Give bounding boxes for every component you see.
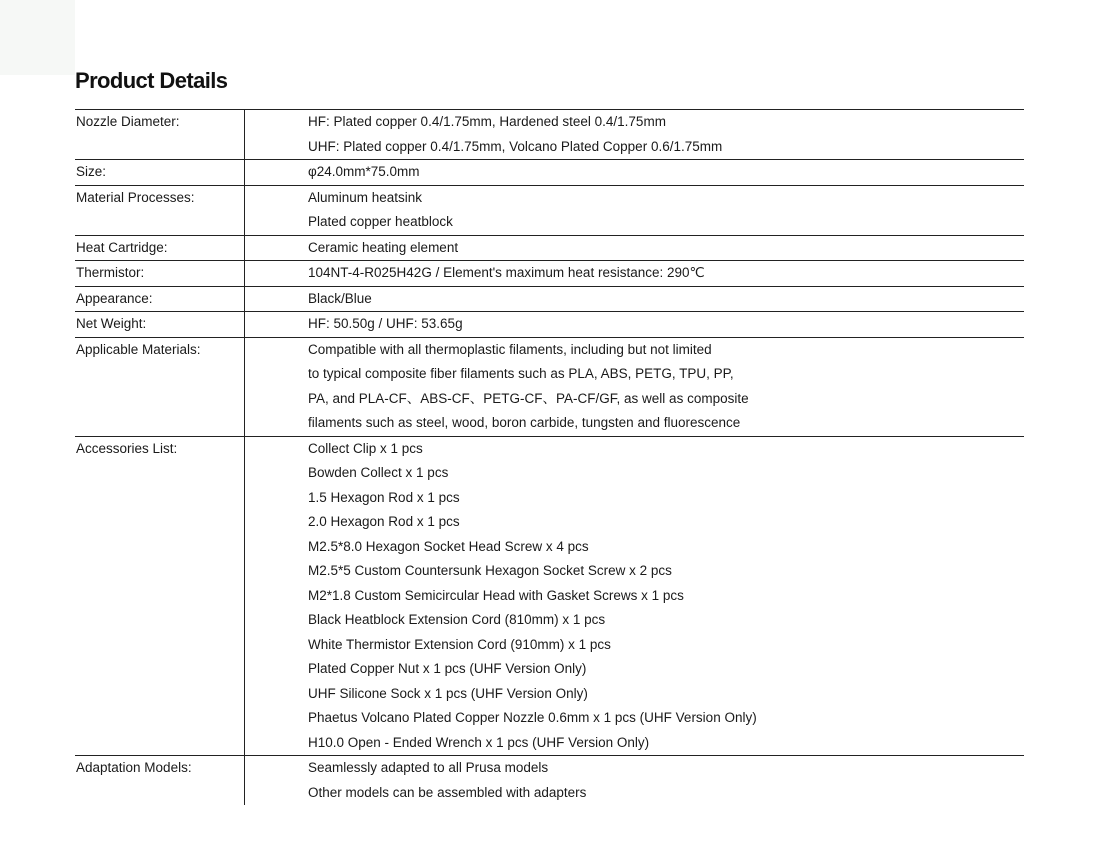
spec-value: M2.5*8.0 Hexagon Socket Head Screw x 4 pcs [308,538,589,554]
spec-label: Applicable Materials: [75,338,245,436]
spec-values [245,236,458,261]
spec-label: Nozzle Diameter: [75,110,245,159]
spec-label: Net Weight: [75,312,245,337]
spec-row [75,159,1024,185]
spec-label: Material Processes: [75,186,245,235]
spec-values [245,437,757,756]
spec-value: 104NT-4-R025H42G / Element's maximum heat resistance: 290℃ [308,265,705,280]
spec-value: Collect Clip x 1 pcs [308,440,423,456]
spec-values [245,756,586,805]
spec-label: Adaptation Models: [75,756,245,805]
spec-row [75,436,1024,756]
spec-value: UHF: Plated copper 0.4/1.75mm, Volcano Plated Copper 0.6/1.75mm [308,138,723,154]
spec-value: Compatible with all thermoplastic filaments, including but not limited [308,341,712,357]
spec-value: filaments such as steel, wood, boron carbide, tungsten and fluorescence [308,415,741,430]
spec-row [75,755,1024,805]
spec-value: M2*1.8 Custom Semicircular Head with Gasket Screws x 1 pcs [308,587,684,603]
spec-label: Heat Cartridge: [75,236,245,261]
spec-row [75,260,1024,286]
spec-label: Appearance: [75,287,245,312]
spec-value: HF: Plated copper 0.4/1.75mm, Hardened steel 0.4/1.75mm [308,114,666,129]
spec-values [245,338,749,436]
page-title: Product Details [75,68,228,93]
spec-value: φ24.0mm*75.0mm [308,164,420,179]
spec-value: Plated Copper Nut x 1 pcs (UHF Version Only) [308,661,587,676]
spec-value: 2.0 Hexagon Rod x 1 pcs [308,514,460,529]
spec-values [245,261,705,286]
spec-row [75,337,1024,436]
spec-value: H10.0 Open - Ended Wrench x 1 pcs (UHF Version Only) [308,734,650,750]
corner-mark [0,0,75,75]
spec-label: Accessories List: [75,437,245,756]
spec-value: Black/Blue [308,290,372,306]
spec-value: UHF Silicone Sock x 1 pcs (UHF Version Only) [308,685,588,701]
spec-value: Bowden Collect x 1 pcs [308,465,449,480]
spec-value: Phaetus Volcano Plated Copper Nozzle 0.6mm x 1 pcs (UHF Version Only) [308,710,757,725]
spec-values [245,160,420,185]
spec-values [245,312,463,337]
spec-value: Plated copper heatblock [308,214,453,229]
spec-value: PA, and PLA-CF、ABS-CF、PETG-CF、PA-CF/GF, as well as composite [308,390,749,406]
spec-values [245,287,372,312]
spec-value: Ceramic heating element [308,239,459,255]
spec-value: Black Heatblock Extension Cord (810mm) x 1 pcs [308,612,606,627]
spec-value: to typical composite fiber filaments such as PLA, ABS, PETG, TPU, PP, [308,366,734,381]
spec-values [245,110,722,159]
spec-row [75,109,1024,159]
spec-value: White Thermistor Extension Cord (910mm) x 1 pcs [308,636,611,652]
spec-value: 1.5 Hexagon Rod x 1 pcs [308,489,460,505]
spec-values [245,186,453,235]
spec-table [75,109,1024,805]
spec-row [75,185,1024,235]
spec-row [75,311,1024,337]
spec-label: Size: [75,160,245,185]
spec-value: Seamlessly adapted to all Prusa models [308,760,549,775]
spec-row [75,286,1024,312]
spec-row [75,235,1024,261]
spec-value: HF: 50.50g / UHF: 53.65g [308,316,463,331]
spec-value: Aluminum heatsink [308,189,423,205]
spec-label: Thermistor: [75,261,245,286]
spec-value: M2.5*5 Custom Countersunk Hexagon Socket Screw x 2 pcs [308,563,672,578]
spec-value: Other models can be assembled with adapters [308,784,587,800]
